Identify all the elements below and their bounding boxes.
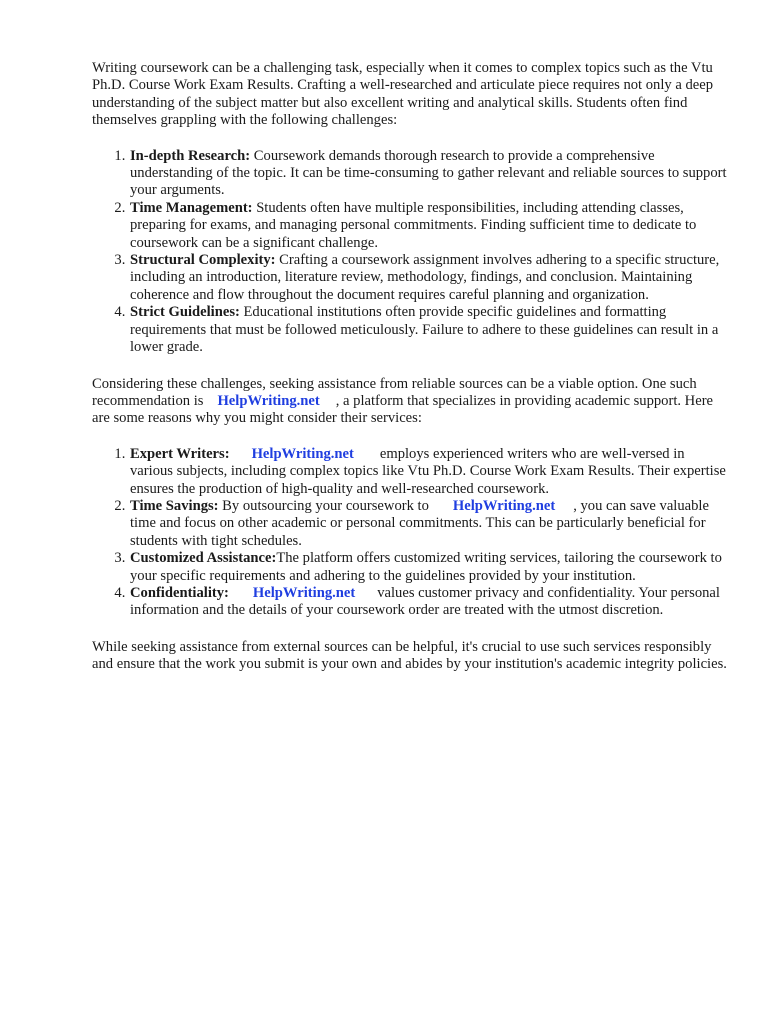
challenges-list (92, 148, 728, 357)
helpwriting-link[interactable]: HelpWriting.net (217, 392, 320, 409)
challenge-term: Time Management: (130, 199, 253, 216)
intro-paragraph: Writing coursework can be a challenging task, especially when it comes to complex topics such as the Vtu Ph.D. Course Work Exam Results. Crafting a well-researched and articulate piece requires not only a deep understanding of the subject matter but also excellent writing and analytical skills. Students often find themselves grappling with the following challenges: (92, 60, 714, 129)
challenge-text: Students often have multiple responsibilities, including attending classes, preparing for exams, and managing personal commitments. Finding sufficient time to dedicate to coursework can be a significant challenge. (130, 199, 697, 251)
reason-text: employs experienced writers who are well-versed in various subjects, including complex topics like Vtu Ph.D. Course Work Exam Results. Their expertise ensures the production of high-quality and well-researched coursework. (130, 445, 726, 497)
list-item (129, 585, 728, 620)
list-item (129, 446, 728, 498)
reason-text: The platform offers customized writing services, tailoring the coursework to your specific requirements and adhering to the guidelines provided by your institution. (130, 550, 722, 584)
helpwriting-link[interactable]: HelpWriting.net (252, 584, 356, 601)
reason-term: Time Savings: (130, 497, 219, 514)
challenge-text: Coursework demands thorough research to provide a comprehensive understanding of the topic. It can be time-consuming to gather relevant and reliable sources to support your arguments. (130, 147, 727, 199)
challenge-term: Structural Complexity: (130, 252, 276, 269)
document-page (92, 60, 728, 674)
recommendation-before: Considering these challenges, seeking assistance from reliable sources can be a viable option. One such recommendation is (92, 375, 697, 409)
reason-text-after: , you can save valuable time and focus on other academic or personal commitments. This can be particularly beneficial for students with tight schedules. (130, 497, 709, 549)
list-item (129, 252, 728, 304)
reason-text-before: By outsourcing your coursework to (218, 497, 429, 514)
challenge-term: In-depth Research: (130, 147, 251, 164)
reason-term: Confidentiality: (130, 584, 229, 601)
list-item (129, 304, 728, 356)
list-item (129, 550, 728, 585)
reason-term: Customized Assistance: (130, 550, 277, 567)
challenge-text: Crafting a coursework assignment involves adhering to a specific structure, including an introduction, literature review, methodology, findings, and conclusion. Maintaining coherence and flow throughout the document requires careful planning and organization. (130, 252, 720, 303)
helpwriting-link[interactable]: HelpWriting.net (452, 497, 556, 514)
reasons-list (92, 446, 728, 620)
list-item (129, 148, 728, 200)
challenge-term: Strict Guidelines: (130, 304, 240, 321)
list-item (129, 498, 728, 550)
recommendation-after: , a platform that specializes in providing academic support. Here are some reasons why you might consider their services: (92, 392, 714, 427)
challenge-text: Educational institutions often provide specific guidelines and formatting requirements that must be followed meticulously. Failure to adhere to these guidelines can result in a lower grade. (130, 304, 719, 356)
helpwriting-link[interactable]: HelpWriting.net (251, 445, 354, 462)
reason-term: Expert Writers: (130, 445, 230, 462)
list-item (129, 200, 728, 252)
recommendation-paragraph (92, 376, 728, 428)
closing-paragraph: While seeking assistance from external sources can be helpful, it's crucial to use such services responsibly and ensure that the work you submit is your own and abides by your institution's academic integrity policies. (92, 638, 727, 673)
reason-text: values customer privacy and confidentiality. Your personal information and the details of your coursework order are treated with the utmost discretion. (130, 584, 720, 619)
